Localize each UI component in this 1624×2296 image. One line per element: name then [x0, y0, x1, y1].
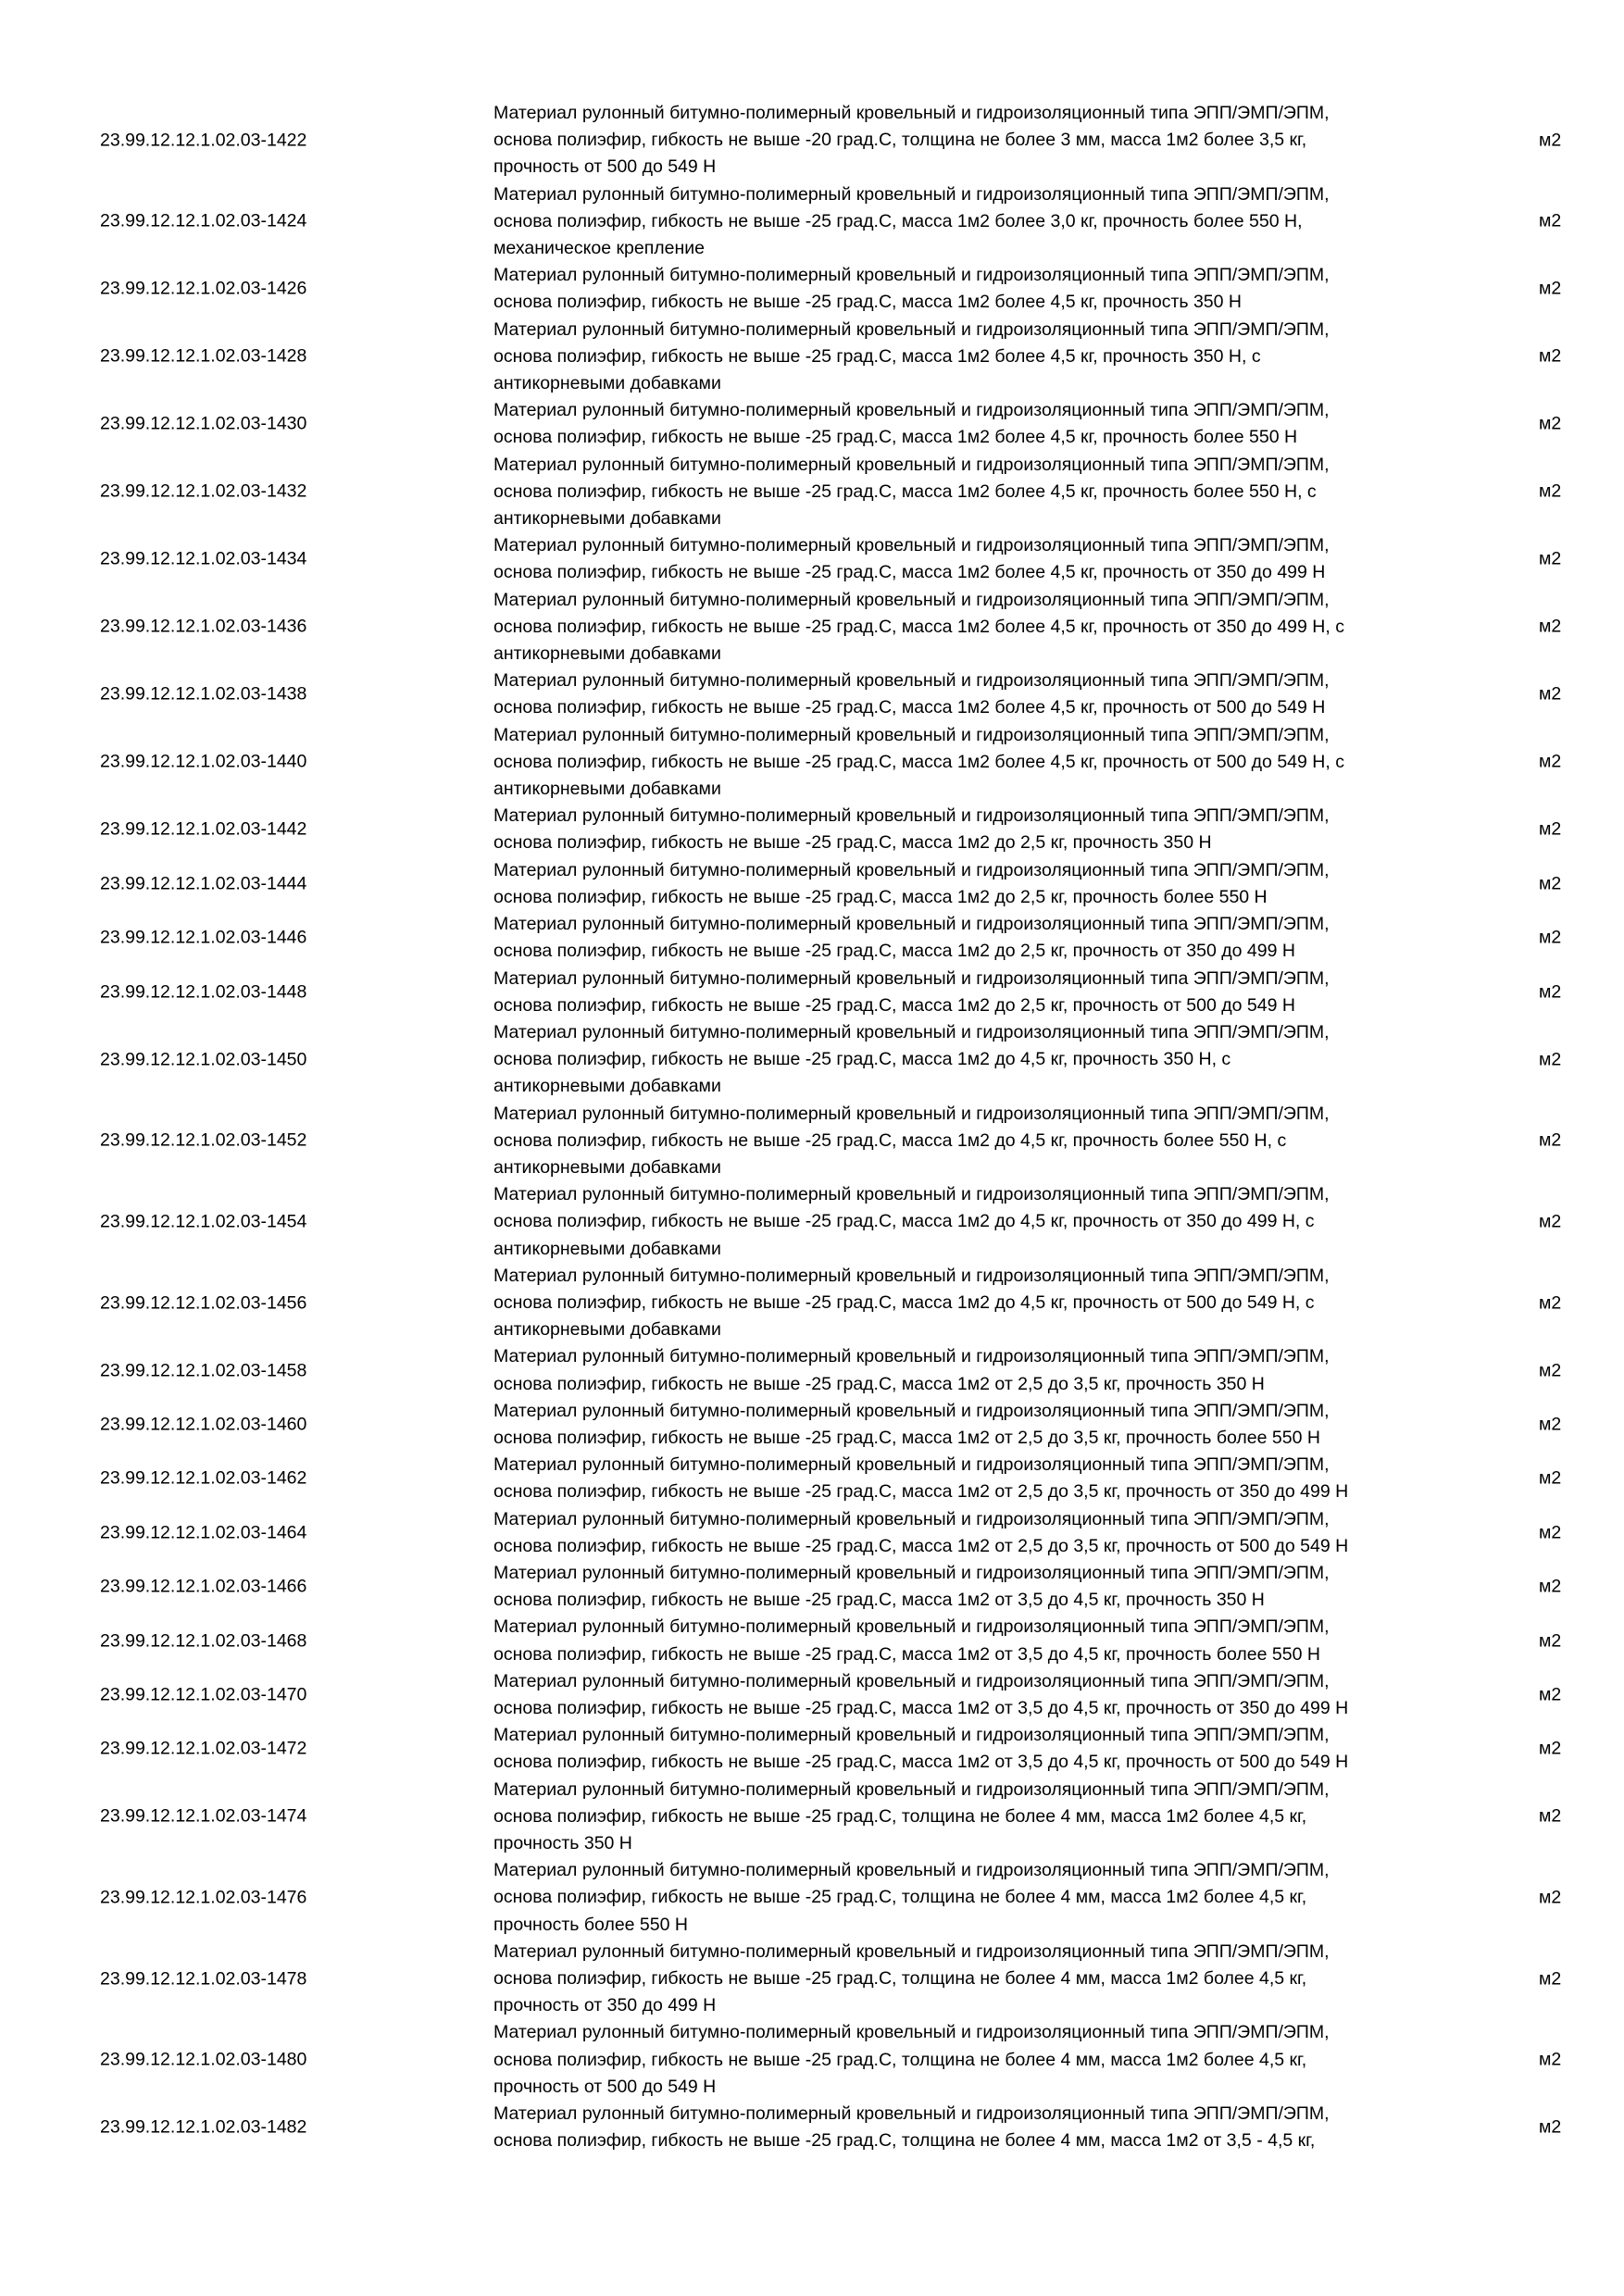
material-code: 23.99.12.12.1.02.03-1434	[100, 548, 307, 569]
table-row	[0, 262, 1624, 316]
unit-of-measure: м2	[1539, 1211, 1562, 1232]
unit-of-measure: м2	[1539, 278, 1562, 299]
unit-of-measure: м2	[1539, 1049, 1562, 1070]
unit-of-measure: м2	[1539, 413, 1562, 434]
table-row	[0, 397, 1624, 451]
unit-of-measure: м2	[1539, 345, 1562, 367]
unit-of-measure: м2	[1539, 130, 1562, 151]
material-description: Материал рулонный битумно-полимерный кровельный и гидроизоляционный типа ЭПП/ЭМП/ЭПМ, основа полиэфир, гибкость не выше -25 град.С, масса 1м2 более 4,5 кг, прочность от 350 до 499 Н	[493, 535, 1330, 583]
material-code: 23.99.12.12.1.02.03-1476	[100, 1887, 307, 1908]
material-code: 23.99.12.12.1.02.03-1474	[100, 1805, 307, 1827]
material-description: Материал рулонный битумно-полимерный кровельный и гидроизоляционный типа ЭПП/ЭМП/ЭПМ, основа полиэфир, гибкость не выше -25 град.С, масса 1м2 от 3,5 до 4,5 кг, прочность 350 Н	[493, 1562, 1330, 1611]
table-row	[0, 1939, 1624, 2020]
material-code: 23.99.12.12.1.02.03-1430	[100, 413, 307, 434]
unit-of-measure: м2	[1539, 2049, 1562, 2070]
table-row	[0, 1560, 1624, 1614]
table-row	[0, 1181, 1624, 1263]
material-description: Материал рулонный битумно-полимерный кровельный и гидроизоляционный типа ЭПП/ЭМП/ЭПМ, основа полиэфир, гибкость не выше -25 град.С, масса 1м2 от 3,5 до 4,5 кг, прочность более 550 Н	[493, 1616, 1330, 1665]
material-code: 23.99.12.12.1.02.03-1482	[100, 2116, 307, 2138]
material-code: 23.99.12.12.1.02.03-1440	[100, 751, 307, 772]
table-row	[0, 1668, 1624, 1722]
material-code: 23.99.12.12.1.02.03-1438	[100, 683, 307, 705]
unit-of-measure: м2	[1539, 751, 1562, 772]
material-code: 23.99.12.12.1.02.03-1432	[100, 480, 307, 502]
unit-of-measure: м2	[1539, 1522, 1562, 1543]
material-description: Материал рулонный битумно-полимерный кровельный и гидроизоляционный типа ЭПП/ЭМП/ЭПМ, основа полиэфир, гибкость не выше -25 град.С, масса 1м2 более 4,5 кг, прочность от 350 до 499 Н, с антикорневыми добавками	[493, 589, 1344, 665]
material-description: Материал рулонный битумно-полимерный кровельный и гидроизоляционный типа ЭПП/ЭМП/ЭПМ, основа полиэфир, гибкость не выше -25 град.С, масса 1м2 до 2,5 кг, прочность 350 Н	[493, 805, 1330, 854]
table-row	[0, 2019, 1624, 2101]
material-description: Материал рулонный битумно-полимерный кровельный и гидроизоляционный типа ЭПП/ЭМП/ЭПМ, основа полиэфир, гибкость не выше -25 град.С, масса 1м2 более 4,5 кг, прочность от 500 до 549 Н, с антикорневыми добавками	[493, 724, 1344, 800]
unit-of-measure: м2	[1539, 1576, 1562, 1597]
table-row	[0, 1398, 1624, 1452]
material-description: Материал рулонный битумно-полимерный кровельный и гидроизоляционный типа ЭПП/ЭМП/ЭПМ, основа полиэфир, гибкость не выше -25 град.С, масса 1м2 более 4,5 кг, прочность 350 Н	[493, 265, 1330, 313]
material-description: Материал рулонный битумно-полимерный кровельный и гидроизоляционный типа ЭПП/ЭМП/ЭПМ, основа полиэфир, гибкость не выше -25 град.С, масса 1м2 от 2,5 до 3,5 кг, прочность от 350 до 499 Н	[493, 1454, 1349, 1503]
table-row	[0, 1506, 1624, 1560]
material-code: 23.99.12.12.1.02.03-1454	[100, 1211, 307, 1232]
material-description: Материал рулонный битумно-полимерный кровельный и гидроизоляционный типа ЭПП/ЭМП/ЭПМ, основа полиэфир, гибкость не выше -25 град.С, масса 1м2 от 3,5 до 4,5 кг, прочность от 500 до 549 Н	[493, 1725, 1349, 1773]
unit-of-measure: м2	[1539, 480, 1562, 502]
table-row	[0, 1614, 1624, 1667]
table-row	[0, 181, 1624, 263]
unit-of-measure: м2	[1539, 548, 1562, 569]
material-code: 23.99.12.12.1.02.03-1444	[100, 873, 307, 894]
unit-of-measure: м2	[1539, 1292, 1562, 1313]
table-row	[0, 1857, 1624, 1939]
unit-of-measure: м2	[1539, 1805, 1562, 1827]
unit-of-measure: м2	[1539, 1129, 1562, 1151]
material-description: Материал рулонный битумно-полимерный кровельный и гидроизоляционный типа ЭПП/ЭМП/ЭПМ, основа полиэфир, гибкость не выше -25 град.С, толщина не более 4 мм, масса 1м2 более 4,5 кг, прочность от 350 до 499 Н	[493, 1940, 1330, 2016]
table-row	[0, 1101, 1624, 1182]
material-code: 23.99.12.12.1.02.03-1468	[100, 1629, 307, 1651]
material-description: Материал рулонный битумно-полимерный кровельный и гидроизоляционный типа ЭПП/ЭМП/ЭПМ, основа полиэфир, гибкость не выше -25 град.С, масса 1м2 более 3,0 кг, прочность более 550 Н, механическое крепление	[493, 183, 1330, 259]
table-row	[0, 1777, 1624, 1858]
table-row	[0, 1722, 1624, 1776]
table-row	[0, 1019, 1624, 1101]
material-code: 23.99.12.12.1.02.03-1466	[100, 1576, 307, 1597]
material-code: 23.99.12.12.1.02.03-1458	[100, 1359, 307, 1380]
table-row	[0, 966, 1624, 1019]
unit-of-measure: м2	[1539, 1968, 1562, 1990]
material-code: 23.99.12.12.1.02.03-1480	[100, 2049, 307, 2070]
material-description: Материал рулонный битумно-полимерный кровельный и гидроизоляционный типа ЭПП/ЭМП/ЭПМ, основа полиэфир, гибкость не выше -25 град.С, масса 1м2 до 4,5 кг, прочность от 500 до 549 Н, с антикорневыми добавками	[493, 1265, 1330, 1341]
table-row	[0, 587, 1624, 668]
material-code: 23.99.12.12.1.02.03-1470	[100, 1684, 307, 1705]
table-row	[0, 1263, 1624, 1344]
material-description: Материал рулонный битумно-полимерный кровельный и гидроизоляционный типа ЭПП/ЭМП/ЭПМ, основа полиэфир, гибкость не выше -25 град.С, масса 1м2 до 2,5 кг, прочность более 550 Н	[493, 859, 1330, 907]
material-description: Материал рулонный битумно-полимерный кровельный и гидроизоляционный типа ЭПП/ЭМП/ЭПМ, основа полиэфир, гибкость не выше -20 град.С, толщина не более 3 мм, масса 1м2 более 3,5 кг, прочность от 500 до 549 Н	[493, 103, 1330, 178]
unit-of-measure: м2	[1539, 616, 1562, 637]
material-description: Материал рулонный битумно-полимерный кровельный и гидроизоляционный типа ЭПП/ЭМП/ЭПМ, основа полиэфир, гибкость не выше -25 град.С, толщина не более 4 мм, масса 1м2 более 4,5 кг, прочность 350 Н	[493, 1778, 1330, 1853]
table-row	[0, 668, 1624, 721]
table-row	[0, 1343, 1624, 1397]
material-description: Материал рулонный битумно-полимерный кровельный и гидроизоляционный типа ЭПП/ЭМП/ЭПМ, основа полиэфир, гибкость не выше -25 град.С, толщина не более 4 мм, масса 1м2 более 4,5 кг, прочность более 550 Н	[493, 1860, 1330, 1935]
material-code: 23.99.12.12.1.02.03-1456	[100, 1292, 307, 1313]
material-description: Материал рулонный битумно-полимерный кровельный и гидроизоляционный типа ЭПП/ЭМП/ЭПМ, основа полиэфир, гибкость не выше -25 град.С, масса 1м2 от 2,5 до 3,5 кг, прочность более 550 Н	[493, 1400, 1330, 1448]
unit-of-measure: м2	[1539, 927, 1562, 948]
material-description: Материал рулонный битумно-полимерный кровельный и гидроизоляционный типа ЭПП/ЭМП/ЭПМ, основа полиэфир, гибкость не выше -25 град.С, масса 1м2 более 4,5 кг, прочность более 550 Н	[493, 400, 1330, 448]
material-description: Материал рулонный битумно-полимерный кровельный и гидроизоляционный типа ЭПП/ЭМП/ЭПМ, основа полиэфир, гибкость не выше -25 град.С, масса 1м2 до 4,5 кг, прочность более 550 Н, с антикорневыми добавками	[493, 1103, 1330, 1178]
material-table	[0, 100, 1624, 2154]
table-row	[0, 722, 1624, 804]
unit-of-measure: м2	[1539, 683, 1562, 705]
unit-of-measure: м2	[1539, 1738, 1562, 1759]
material-description: Материал рулонный битумно-полимерный кровельный и гидроизоляционный типа ЭПП/ЭМП/ЭПМ, основа полиэфир, гибкость не выше -25 град.С, масса 1м2 от 3,5 до 4,5 кг, прочность от 350 до 499 Н	[493, 1670, 1349, 1718]
table-row	[0, 857, 1624, 911]
material-description: Материал рулонный битумно-полимерный кровельный и гидроизоляционный типа ЭПП/ЭМП/ЭПМ, основа полиэфир, гибкость не выше -25 град.С, масса 1м2 до 4,5 кг, прочность от 350 до 499 Н, с антикорневыми добавками	[493, 1184, 1330, 1259]
material-code: 23.99.12.12.1.02.03-1426	[100, 278, 307, 299]
material-code: 23.99.12.12.1.02.03-1428	[100, 345, 307, 367]
material-description: Материал рулонный битумно-полимерный кровельный и гидроизоляционный типа ЭПП/ЭМП/ЭПМ, основа полиэфир, гибкость не выше -25 град.С, масса 1м2 до 2,5 кг, прочность от 350 до 499 Н	[493, 914, 1330, 962]
material-description: Материал рулонный битумно-полимерный кровельный и гидроизоляционный типа ЭПП/ЭМП/ЭПМ, основа полиэфир, гибкость не выше -25 град.С, масса 1м2 до 4,5 кг, прочность 350 Н, с антикорневыми добавками	[493, 1021, 1330, 1097]
material-description: Материал рулонный битумно-полимерный кровельный и гидроизоляционный типа ЭПП/ЭМП/ЭПМ, основа полиэфир, гибкость не выше -25 град.С, масса 1м2 более 4,5 кг, прочность 350 Н, с антикорневыми добавками	[493, 318, 1330, 394]
material-description: Материал рулонный битумно-полимерный кровельный и гидроизоляционный типа ЭПП/ЭМП/ЭПМ, основа полиэфир, гибкость не выше -25 град.С, масса 1м2 от 2,5 до 3,5 кг, прочность от 500 до 549 Н	[493, 1508, 1349, 1556]
unit-of-measure: м2	[1539, 1887, 1562, 1908]
table-row	[0, 100, 1624, 181]
material-description: Материал рулонный битумно-полимерный кровельный и гидроизоляционный типа ЭПП/ЭМП/ЭПМ, основа полиэфир, гибкость не выше -25 град.С, толщина не более 4 мм, масса 1м2 более 4,5 кг, прочность от 500 до 549 Н	[493, 2022, 1330, 2097]
material-description: Материал рулонный битумно-полимерный кровельный и гидроизоляционный типа ЭПП/ЭМП/ЭПМ, основа полиэфир, гибкость не выше -25 град.С, толщина не более 4 мм, масса 1м2 от 3,5 - 4,5 кг,	[493, 2103, 1330, 2152]
material-description: Материал рулонный битумно-полимерный кровельный и гидроизоляционный типа ЭПП/ЭМП/ЭПМ, основа полиэфир, гибкость не выше -25 град.С, масса 1м2 до 2,5 кг, прочность от 500 до 549 Н	[493, 967, 1330, 1016]
material-code: 23.99.12.12.1.02.03-1472	[100, 1738, 307, 1759]
material-description: Материал рулонный битумно-полимерный кровельный и гидроизоляционный типа ЭПП/ЭМП/ЭПМ, основа полиэфир, гибкость не выше -25 град.С, масса 1м2 более 4,5 кг, прочность более 550 Н, с антикорневыми добавками	[493, 454, 1330, 530]
table-row	[0, 317, 1624, 398]
unit-of-measure: м2	[1539, 210, 1562, 231]
unit-of-measure: м2	[1539, 2116, 1562, 2138]
material-description: Материал рулонный битумно-полимерный кровельный и гидроизоляционный типа ЭПП/ЭМП/ЭПМ, основа полиэфир, гибкость не выше -25 град.С, масса 1м2 от 2,5 до 3,5 кг, прочность 350 Н	[493, 1346, 1330, 1394]
material-description: Материал рулонный битумно-полимерный кровельный и гидроизоляционный типа ЭПП/ЭМП/ЭПМ, основа полиэфир, гибкость не выше -25 град.С, масса 1м2 более 4,5 кг, прочность от 500 до 549 Н	[493, 670, 1330, 718]
material-code: 23.99.12.12.1.02.03-1478	[100, 1968, 307, 1990]
material-code: 23.99.12.12.1.02.03-1452	[100, 1129, 307, 1151]
unit-of-measure: м2	[1539, 1629, 1562, 1651]
material-code: 23.99.12.12.1.02.03-1436	[100, 616, 307, 637]
material-code: 23.99.12.12.1.02.03-1448	[100, 981, 307, 1003]
table-row	[0, 532, 1624, 586]
material-code: 23.99.12.12.1.02.03-1462	[100, 1467, 307, 1489]
unit-of-measure: м2	[1539, 818, 1562, 840]
material-code: 23.99.12.12.1.02.03-1422	[100, 130, 307, 151]
unit-of-measure: м2	[1539, 981, 1562, 1003]
table-row	[0, 803, 1624, 856]
table-row	[0, 911, 1624, 965]
unit-of-measure: м2	[1539, 1467, 1562, 1489]
table-row	[0, 1452, 1624, 1505]
unit-of-measure: м2	[1539, 1684, 1562, 1705]
material-code: 23.99.12.12.1.02.03-1460	[100, 1414, 307, 1435]
table-row	[0, 2101, 1624, 2154]
material-code: 23.99.12.12.1.02.03-1464	[100, 1522, 307, 1543]
unit-of-measure: м2	[1539, 1414, 1562, 1435]
material-code: 23.99.12.12.1.02.03-1450	[100, 1049, 307, 1070]
material-code: 23.99.12.12.1.02.03-1446	[100, 927, 307, 948]
unit-of-measure: м2	[1539, 1359, 1562, 1380]
material-code: 23.99.12.12.1.02.03-1424	[100, 210, 307, 231]
unit-of-measure: м2	[1539, 873, 1562, 894]
table-row	[0, 452, 1624, 533]
material-code: 23.99.12.12.1.02.03-1442	[100, 818, 307, 840]
